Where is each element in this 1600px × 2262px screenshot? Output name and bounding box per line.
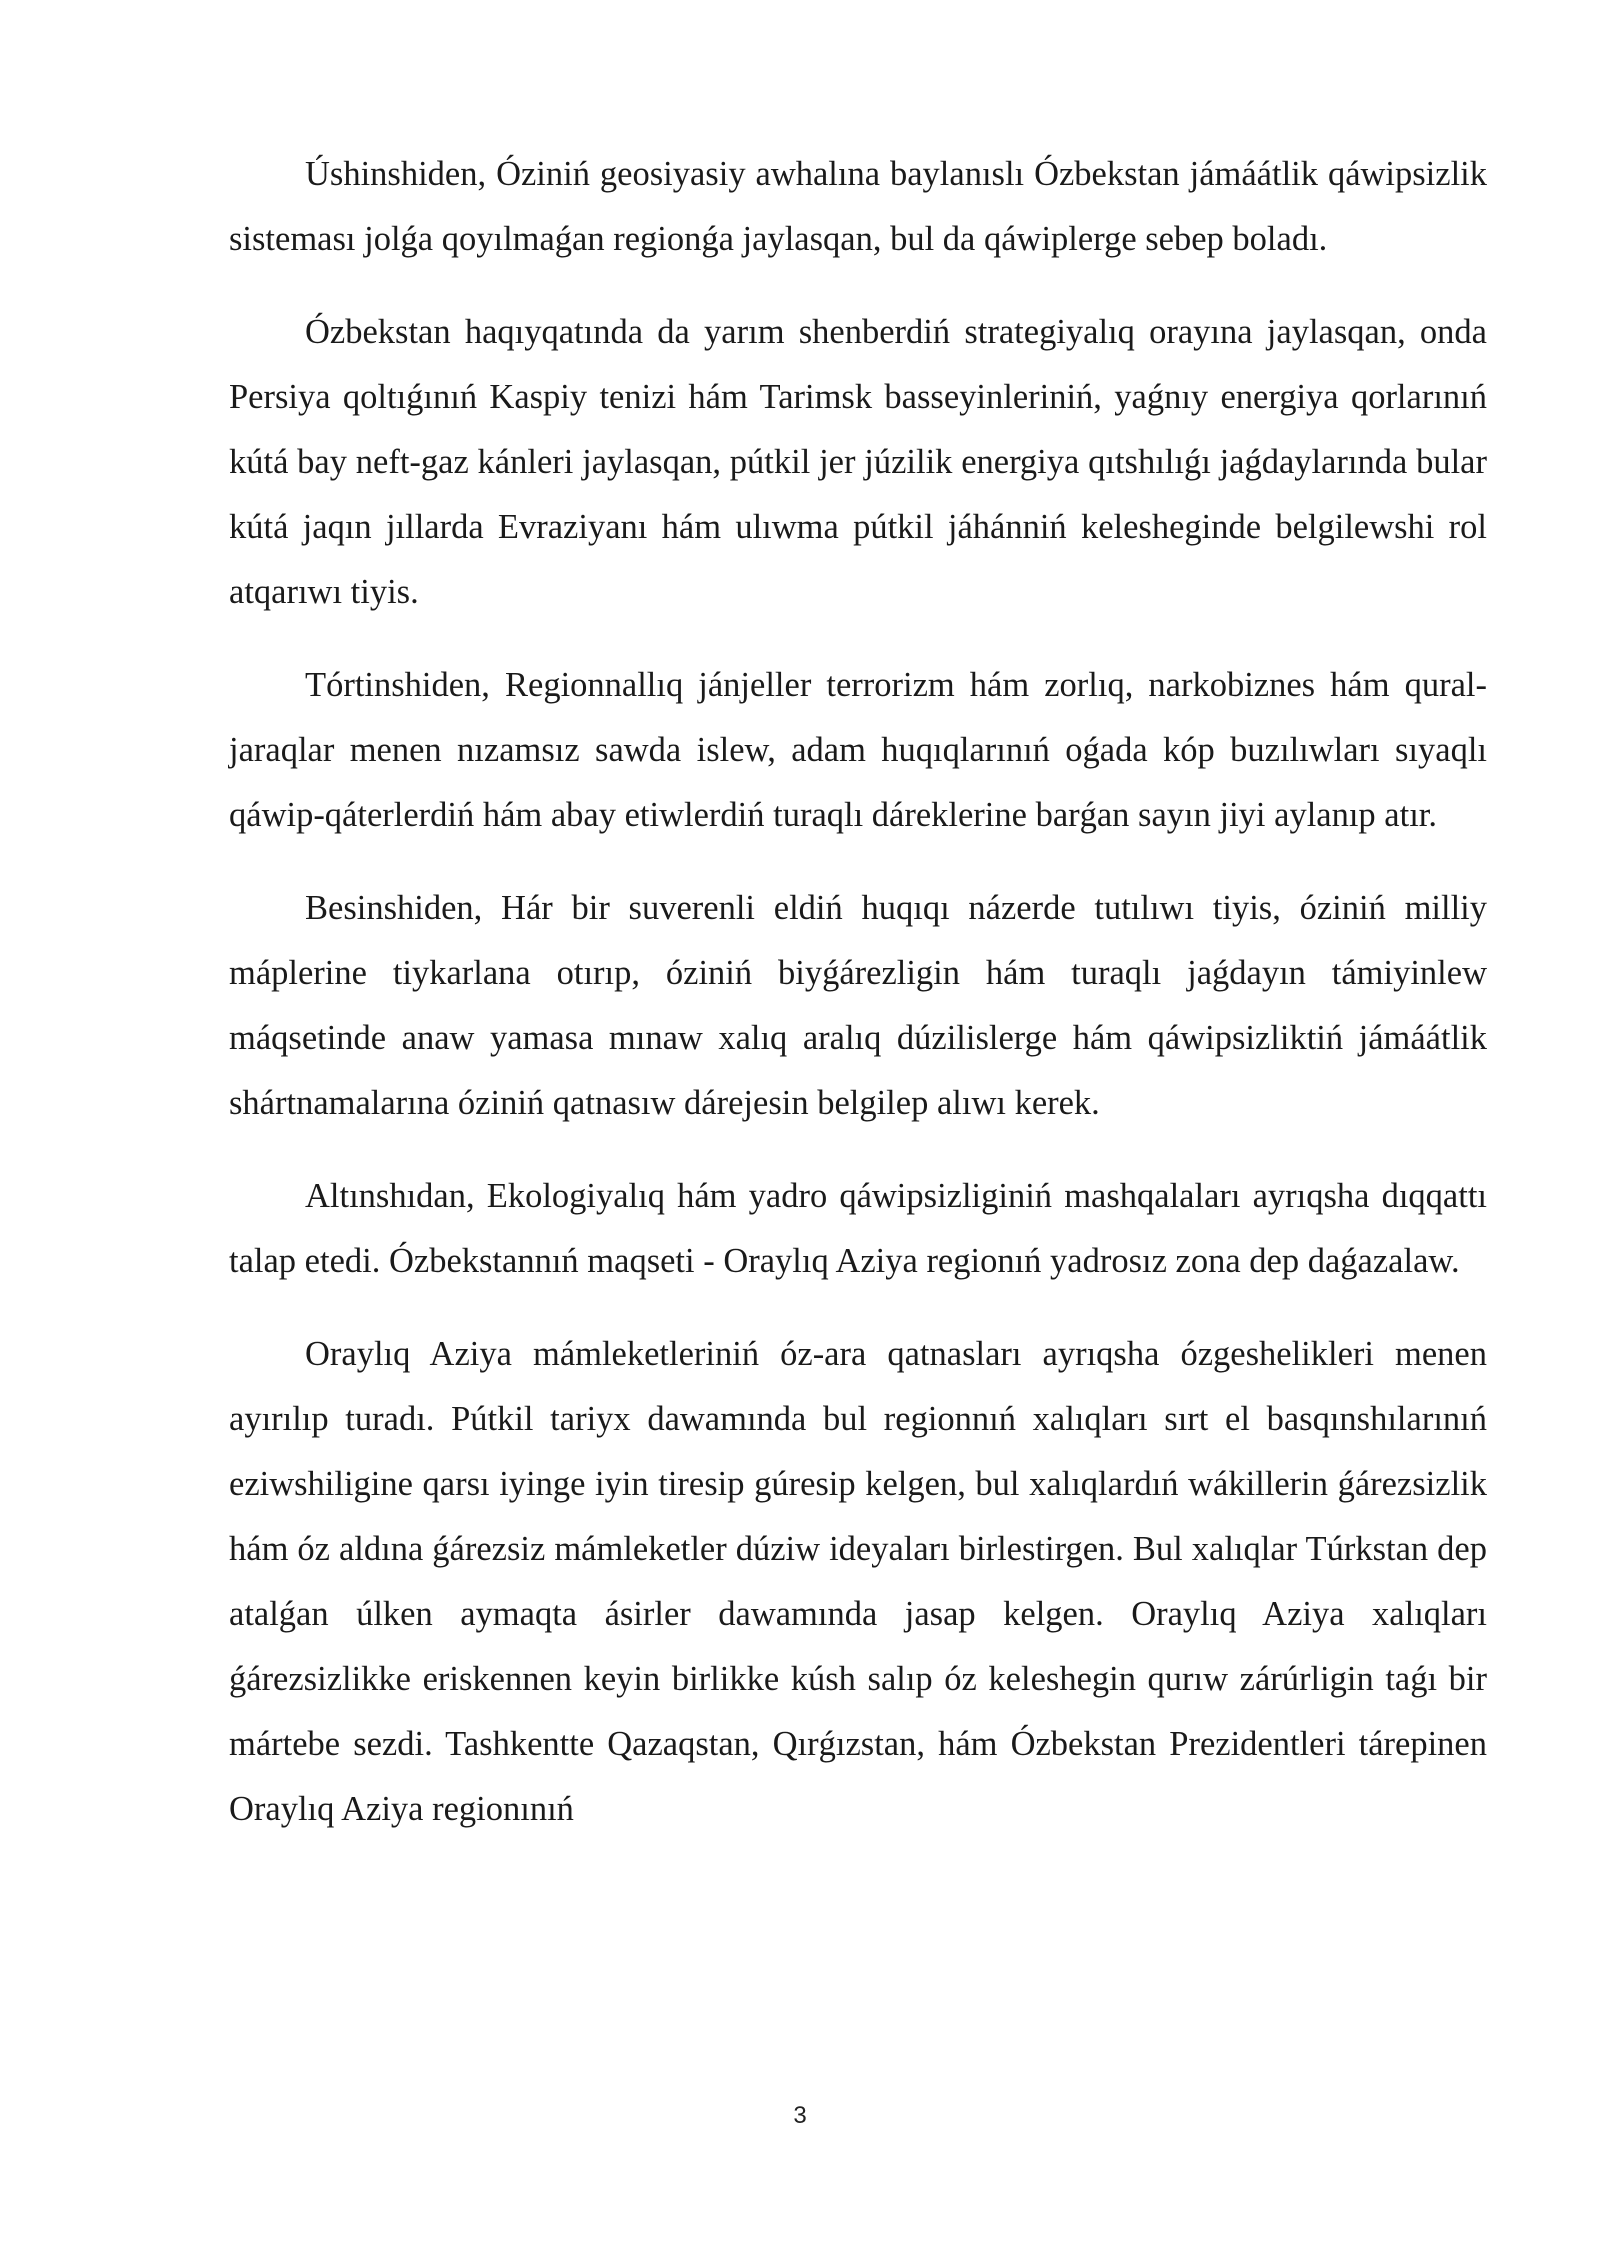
paragraph-2: Ózbekstan haqıyqatında da yarım shenberdiń strategiyalıq orayına jaylasqan, onda Persiya qoltıǵınıń Kaspiy tenizi hám Tarimsk basseyinleriniń, yaǵnıy energiya qorlarınıń kútá bay neft-gaz kánleri jaylasqan, pútkil jer júzilik energiya qıtshılıǵı jaǵdaylarında bular kútá jaqın jıllarda Evraziyanı hám ulıwma pútkil jáhánniń kelesheginde belgilewshi rol atqarıwı tiyis. (229, 313, 1487, 611)
paragraph-3: Tórtinshiden, Regionnallıq jánjeller terrorizm hám zorlıq, narkobiznes hám qural-jaraqlar menen nızamsız sawda islew, adam huqıqlarınıń oǵada kóp buzılıwları sıyaqlı qáwip-qáterlerdiń hám abay etiwlerdiń turaqlı dáreklerine barǵan sayın jiyi aylanıp atır. (229, 666, 1487, 834)
paragraph-4: Besinshiden, Hár bir suverenli eldiń huqıqı názerde tutılıwı tiyis, óziniń milliy máplerine tiykarlana otırıp, óziniń biyǵárezligin hám turaqlı jaǵdayın támiyinlew máqsetinde anaw yamasa mınaw xalıq aralıq dúzilislerge hám qáwipsizliktiń jámáátlik shártnamalarına óziniń qatnasıw dárejesin belgilep alıwı kerek. (229, 889, 1487, 1122)
page-number: 3 (793, 2102, 807, 2129)
paragraph-1: Úshinshiden, Óziniń geosiyasiy awhalına baylanıslı Ózbekstan jámáátlik qáwipsizlik sisteması jolǵa qoyılmaǵan regionǵa jaylasqan, bul da qáwiplerge sebep boladı. (229, 155, 1487, 258)
paragraph-5: Altınshıdan, Ekologiyalıq hám yadro qáwipsizliginiń mashqalaları ayrıqsha dıqqattı talap etedi. Ózbekstannıń maqseti - Oraylıq Aziya regionıń yadrosız zona dep daǵazalaw. (229, 1177, 1487, 1280)
paragraph-6: Oraylıq Aziya mámleketleriniń óz-ara qatnasları ayrıqsha ózgeshelikleri menen ayırılıp turadı. Pútkil tariyx dawamında bul regionnıń xalıqları sırt el basqınshılarınıń eziwshiligine qarsı iyinge iyin tiresip gúresip kelgen, bul xalıqlardıń wákillerin ǵárezsizlik hám óz aldına ǵárezsiz mámleketler dúziw ideyaları birlestirgen. Bul xalıqlar Túrkstan dep atalǵan úlken aymaqta ásirler dawamında jasap kelgen. Oraylıq Aziya xalıqları ǵárezsizlikke eriskennen keyin birlikke kúsh salıp óz keleshegin qurıw zárúrligin taǵı bir mártebe sezdi. Tashkentte Qazaqstan, Qırǵızstan, hám Ózbekstan Prezidentleri tárepinen Oraylıq Aziya regionınıń (229, 1335, 1487, 1828)
document-page (229, 142, 1487, 1870)
